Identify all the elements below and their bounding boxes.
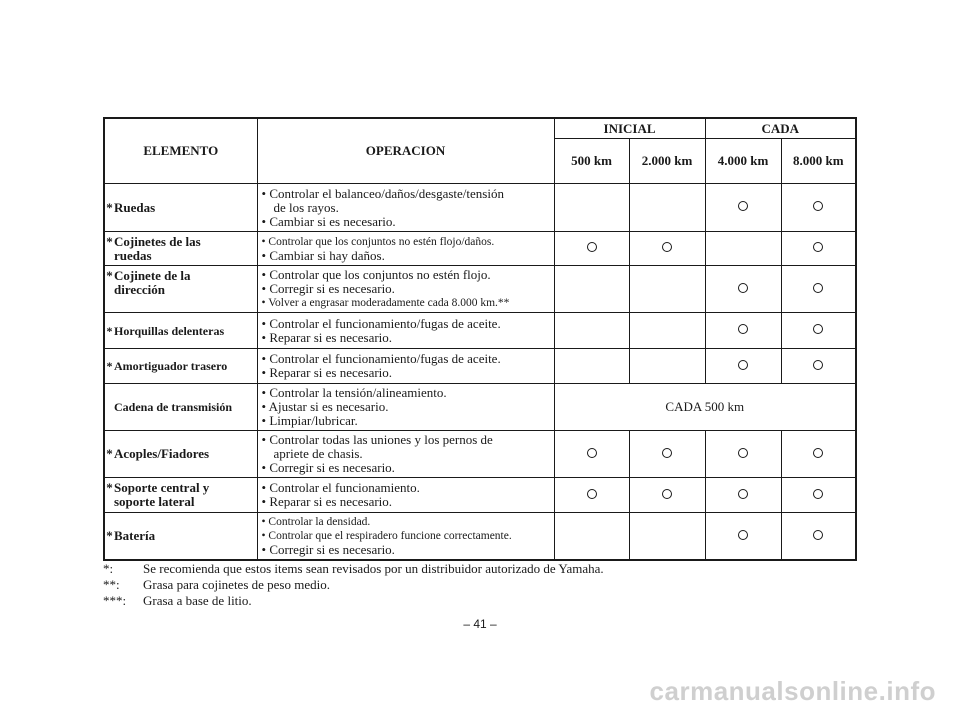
check-circle-icon bbox=[813, 283, 823, 293]
interval-cell: CADA 500 km bbox=[554, 384, 856, 431]
check-circle-icon bbox=[587, 448, 597, 458]
operation-line: • Limpiar/lubricar. bbox=[261, 413, 358, 428]
footnote-text: Grasa a base de litio. bbox=[143, 593, 252, 608]
check-circle-icon bbox=[738, 448, 748, 458]
operation-line: apriete de chasis. bbox=[273, 446, 363, 461]
mark-cell bbox=[554, 513, 629, 561]
mark-cell bbox=[629, 313, 705, 349]
header-every: CADA bbox=[705, 118, 856, 139]
mark-cell bbox=[554, 313, 629, 349]
header-500km: 500 km bbox=[554, 139, 629, 184]
mark-cell bbox=[629, 513, 705, 561]
element-cell bbox=[104, 384, 257, 431]
operation-line: • Controlar el balanceo/daños/desgaste/tensión bbox=[261, 185, 504, 201]
check-circle-icon bbox=[813, 448, 823, 458]
footnote-text: Grasa para cojinetes de peso medio. bbox=[143, 577, 330, 592]
operation-cell bbox=[257, 232, 554, 266]
watermark: carmanualsonline.info bbox=[649, 676, 936, 706]
operation-cell bbox=[257, 513, 554, 561]
header-initial: INICIAL bbox=[554, 118, 705, 139]
mark-cell bbox=[629, 266, 705, 313]
mark-cell bbox=[781, 513, 856, 561]
mark-cell bbox=[629, 478, 705, 513]
check-circle-icon bbox=[662, 489, 672, 499]
table-row bbox=[104, 232, 856, 266]
element-cell bbox=[104, 349, 257, 384]
check-circle-icon bbox=[738, 489, 748, 499]
operation-line: de los rayos. bbox=[273, 199, 339, 215]
required-star: * bbox=[106, 268, 113, 283]
check-circle-icon bbox=[813, 324, 823, 334]
maintenance-table bbox=[103, 117, 857, 561]
operation-cell bbox=[257, 384, 554, 431]
mark-cell bbox=[705, 431, 781, 478]
operation-line: • Cambiar si es necesario. bbox=[261, 213, 396, 229]
operation-line: • Corregir si es necesario. bbox=[261, 460, 395, 475]
element-label: Batería bbox=[114, 528, 156, 543]
table-row bbox=[104, 384, 856, 431]
mark-cell bbox=[705, 513, 781, 561]
check-circle-icon bbox=[813, 201, 823, 211]
footnote-mark: ***: bbox=[103, 593, 127, 608]
mark-cell bbox=[554, 478, 629, 513]
table-row bbox=[104, 513, 856, 561]
element-label: dirección bbox=[114, 282, 166, 297]
table-row bbox=[104, 431, 856, 478]
operation-line: • Reparar si es necesario. bbox=[261, 329, 393, 345]
operation-line: • Controlar el funcionamiento/fugas de aceite. bbox=[261, 351, 501, 366]
check-circle-icon bbox=[587, 489, 597, 499]
operation-cell bbox=[257, 478, 554, 513]
required-star: * bbox=[106, 359, 113, 373]
element-label: soporte lateral bbox=[114, 494, 195, 509]
element-cell bbox=[104, 478, 257, 513]
operation-cell bbox=[257, 313, 554, 349]
footnotes bbox=[103, 561, 604, 609]
table-row bbox=[104, 313, 856, 349]
footnote-mark: *: bbox=[103, 561, 114, 576]
mark-cell bbox=[705, 266, 781, 313]
mark-cell bbox=[705, 232, 781, 266]
operation-line: • Corregir si es necesario. bbox=[261, 281, 395, 296]
mark-cell bbox=[705, 313, 781, 349]
element-label: Acoples/Fiadores bbox=[114, 446, 210, 461]
mark-cell bbox=[781, 266, 856, 313]
operation-line: • Controlar la tensión/alineamiento. bbox=[261, 385, 447, 400]
required-star: * bbox=[106, 446, 113, 461]
operation-line: • Controlar la densidad. bbox=[261, 516, 371, 528]
check-circle-icon bbox=[738, 283, 748, 293]
element-cell bbox=[104, 431, 257, 478]
operation-line: • Reparar si es necesario. bbox=[261, 365, 393, 380]
check-circle-icon bbox=[738, 324, 748, 334]
operation-line: • Volver a engrasar moderadamente cada 8.000 km.** bbox=[261, 297, 510, 309]
required-star: * bbox=[106, 199, 113, 215]
mark-cell bbox=[629, 232, 705, 266]
header-2000km: 2.000 km bbox=[629, 139, 705, 184]
table-row bbox=[104, 478, 856, 513]
check-circle-icon bbox=[738, 201, 748, 211]
header-4000km: 4.000 km bbox=[705, 139, 781, 184]
operation-line: • Controlar que los conjuntos no estén flojo/daños. bbox=[261, 235, 495, 248]
element-label: Ruedas bbox=[114, 199, 156, 215]
mark-cell bbox=[554, 431, 629, 478]
page-number: – 41 – bbox=[463, 617, 497, 631]
mark-cell bbox=[705, 184, 781, 232]
mark-cell bbox=[781, 478, 856, 513]
element-label: Cojinetes de las bbox=[114, 234, 201, 249]
footnote-text: Se recomienda que estos items sean revisados por un distribuidor autorizado de Yamaha. bbox=[143, 561, 604, 576]
check-circle-icon bbox=[738, 530, 748, 540]
footnote bbox=[103, 593, 604, 609]
operation-line: • Cambiar si hay daños. bbox=[261, 247, 385, 263]
operation-cell bbox=[257, 431, 554, 478]
table-body bbox=[104, 184, 856, 561]
mark-cell bbox=[554, 349, 629, 384]
mark-cell bbox=[629, 184, 705, 232]
operation-cell bbox=[257, 349, 554, 384]
mark-cell bbox=[781, 349, 856, 384]
required-star: * bbox=[106, 480, 113, 495]
mark-cell bbox=[554, 232, 629, 266]
check-circle-icon bbox=[662, 448, 672, 458]
check-circle-icon bbox=[813, 530, 823, 540]
element-label: Horquillas delenteras bbox=[114, 323, 225, 338]
operation-line: • Controlar el funcionamiento/fugas de aceite. bbox=[261, 315, 501, 331]
element-cell bbox=[104, 184, 257, 232]
element-label: Cojinete de la bbox=[114, 268, 191, 283]
mark-cell bbox=[705, 349, 781, 384]
header-8000km: 8.000 km bbox=[781, 139, 856, 184]
element-cell bbox=[104, 266, 257, 313]
element-cell bbox=[104, 232, 257, 266]
check-circle-icon bbox=[738, 360, 748, 370]
mark-cell bbox=[705, 478, 781, 513]
operation-line: • Controlar que el respiradero funcione correctamente. bbox=[261, 530, 512, 542]
check-circle-icon bbox=[813, 360, 823, 370]
table-row bbox=[104, 266, 856, 313]
operation-line: • Reparar si es necesario. bbox=[261, 494, 393, 509]
check-circle-icon bbox=[813, 489, 823, 499]
operation-line: • Controlar el funcionamiento. bbox=[261, 480, 420, 495]
required-star: * bbox=[106, 234, 113, 249]
check-circle-icon bbox=[587, 242, 597, 252]
element-label: Amortiguador trasero bbox=[114, 359, 228, 373]
check-circle-icon bbox=[813, 242, 823, 252]
required-star: * bbox=[106, 528, 113, 543]
operation-line: • Ajustar si es necesario. bbox=[261, 399, 389, 414]
operation-cell bbox=[257, 184, 554, 232]
element-label: Soporte central y bbox=[114, 480, 210, 495]
footnote bbox=[103, 561, 604, 577]
required-star: * bbox=[106, 323, 113, 338]
header-operation: OPERACION bbox=[257, 118, 554, 184]
mark-cell bbox=[781, 232, 856, 266]
mark-cell bbox=[629, 431, 705, 478]
element-cell bbox=[104, 313, 257, 349]
check-circle-icon bbox=[662, 242, 672, 252]
element-label: ruedas bbox=[114, 248, 152, 263]
table-row bbox=[104, 349, 856, 384]
table-row bbox=[104, 184, 856, 232]
mark-cell bbox=[554, 266, 629, 313]
mark-cell bbox=[781, 313, 856, 349]
mark-cell bbox=[554, 184, 629, 232]
mark-cell bbox=[781, 431, 856, 478]
mark-cell bbox=[781, 184, 856, 232]
element-cell bbox=[104, 513, 257, 561]
footnote-mark: **: bbox=[103, 577, 120, 592]
operation-line: • Controlar todas las uniones y los pernos de bbox=[261, 432, 493, 447]
element-label: Cadena de transmisión bbox=[114, 400, 233, 414]
header-element: ELEMENTO bbox=[104, 118, 257, 184]
footnote bbox=[103, 577, 604, 593]
mark-cell bbox=[629, 349, 705, 384]
operation-line: • Corregir si es necesario. bbox=[261, 542, 395, 557]
operation-line: • Controlar que los conjuntos no estén flojo. bbox=[261, 267, 491, 282]
operation-cell bbox=[257, 266, 554, 313]
